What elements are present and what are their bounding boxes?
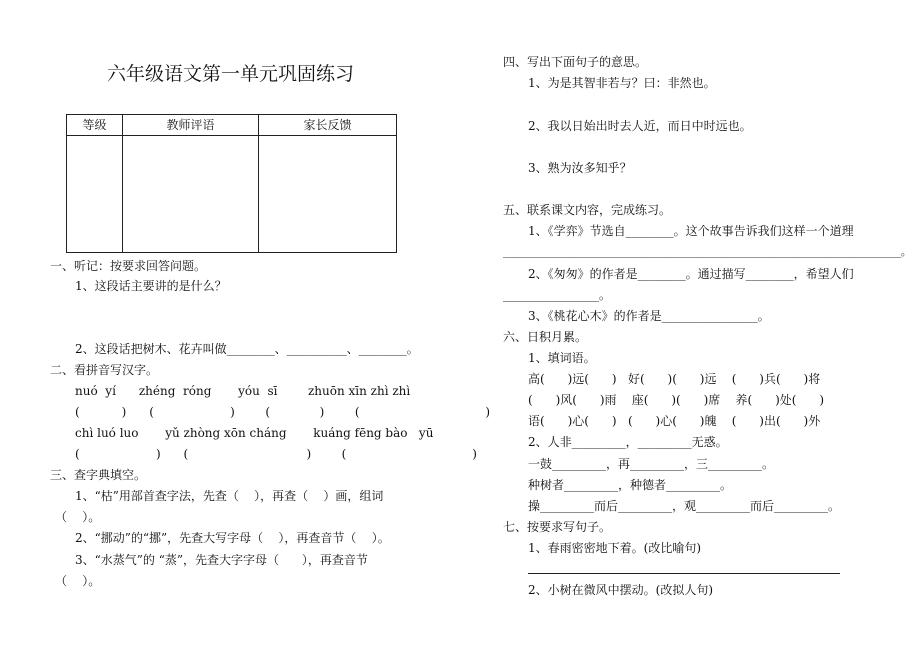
- section-1-question-2: 2、这段话把树木、花卉叫做________、__________、________。: [75, 342, 419, 356]
- section-5-answer-line-1[interactable]: ______________________________________________________________________________。: [503, 245, 912, 258]
- section-1-question-1: 1、这段话主要讲的是什么？: [75, 279, 227, 293]
- table-header-grade: 等级: [67, 115, 123, 136]
- section-5-heading: 五、联系课文内容，完成练习。: [503, 203, 672, 217]
- section-6-question-2: 2、人非_________，_________无惑。: [528, 435, 728, 449]
- section-4-question-1: 1、为是其智非若与？曰：非然也。: [528, 76, 716, 90]
- section-5-question-1: 1、《学弈》节选自________。这个故事告诉我们这样一个道理: [528, 224, 854, 238]
- grade-table: [66, 114, 397, 253]
- section-3-question-2: 2、“挪动”的“挪”，先查大写字母（ ），再查音节（ ）。: [75, 531, 390, 545]
- section-6-question-1: 1、填词语。: [528, 351, 596, 365]
- section-4-question-2: 2、我以日始出时去人近，而日中时远也。: [528, 119, 752, 133]
- teacher-comment-cell[interactable]: [123, 136, 259, 253]
- idiom-row-2[interactable]: ( )风( )雨 座( )( )席 养( )处( ): [528, 393, 825, 407]
- section-3-question-1: 1、“枯”用部首查字法，先查（ ），再查（ ）画，组词: [75, 489, 384, 503]
- pinyin-row-1: nuó yí zhéng róng yóu sī zhuōn xīn zhì zhì: [75, 384, 411, 398]
- table-header-teacher-comment: 教师评语: [123, 115, 259, 136]
- section-7-heading: 七、按要求写句子。: [503, 520, 612, 534]
- table-header-parent-feedback: 家长反馈: [259, 115, 397, 136]
- parent-feedback-cell[interactable]: [259, 136, 397, 253]
- section-1-heading: 一、听记：按要求回答问题。: [50, 259, 207, 273]
- section-6-question-2-line-3: 种树者_________，种德者_________。: [528, 478, 733, 492]
- grade-cell[interactable]: [67, 136, 123, 253]
- section-4-heading: 四、写出下面句子的意思。: [503, 55, 648, 69]
- section-6-question-2-line-4: 操_________而后_________，观_________而后_________。: [528, 499, 841, 513]
- section-4-question-3: 3、熟为汝多知乎？: [528, 161, 632, 175]
- idiom-row-3[interactable]: 语( )心( ) ( )心( )魄 ( )出( )外: [528, 414, 821, 428]
- section-2-heading: 二、看拼音写汉字。: [50, 363, 159, 377]
- section-3-question-3-cont: （ ）。: [55, 574, 101, 588]
- answer-brackets-row-2[interactable]: ( ) ( ) ( ): [75, 447, 477, 461]
- section-3-question-1-cont: （ ）。: [55, 510, 101, 524]
- page-title: 六年级语文第一单元巩固练习: [107, 63, 355, 85]
- section-5-question-3: 3、《桃花心木》的作者是________________。: [528, 309, 770, 323]
- section-7-question-2: 2、小树在微风中摆动。(改拟人句): [528, 583, 713, 597]
- pinyin-row-2: chì luó luo yǔ zhòng xōn cháng kuáng fēng bào yū: [75, 426, 434, 440]
- idiom-row-1[interactable]: 高( )远( ) 好( )( )远 ( )兵( )将: [528, 372, 821, 386]
- section-7-answer-line[interactable]: [528, 573, 840, 574]
- section-7-question-1: 1、春雨密密地下着。(改比喻句): [528, 541, 701, 555]
- section-6-question-2-line-2: 一鼓_________，再_________，三_________。: [528, 457, 775, 471]
- section-6-heading: 六、日积月累。: [503, 330, 588, 344]
- section-5-question-2: 2、《匆匆》的作者是________。通过描写________，希望人们: [528, 267, 854, 281]
- answer-brackets-row-1[interactable]: ( ) ( ) ( ) ( ): [75, 405, 491, 419]
- section-3-heading: 三、查字典填空。: [50, 468, 147, 482]
- section-5-question-2-cont: ________________。: [503, 288, 612, 302]
- section-3-question-3: 3、“水蒸气”的 “蒸”，先查大字字母（ ），再查音节: [75, 553, 368, 567]
